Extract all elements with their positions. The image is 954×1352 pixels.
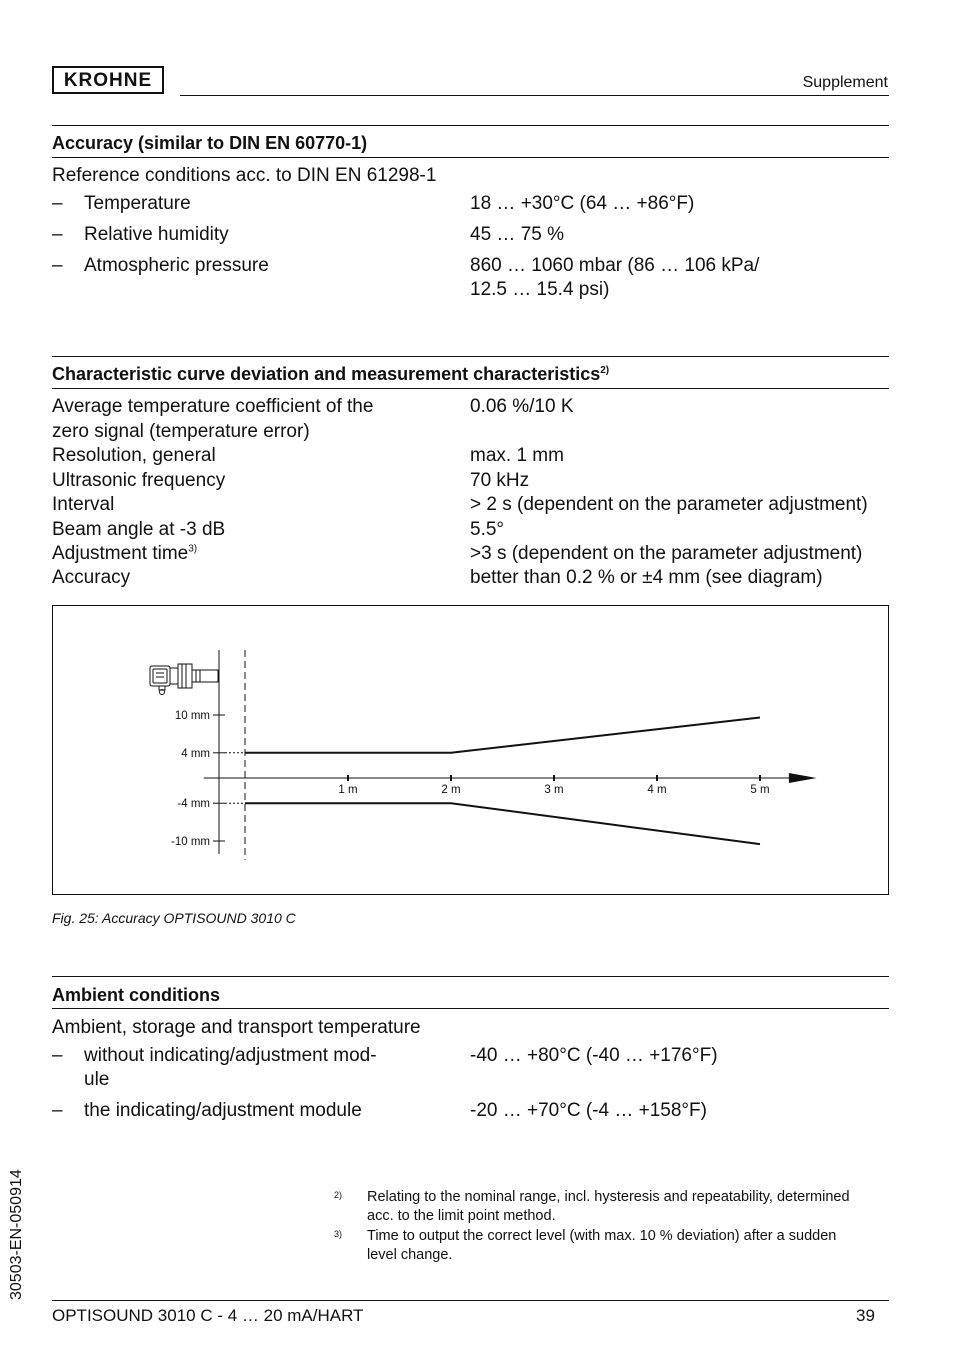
krohne-logo: KROHNE <box>52 66 164 94</box>
ambient-title: Ambient conditions <box>52 985 220 1005</box>
x-tick-label: 2 m <box>441 784 461 796</box>
figure-caption: Fig. 25: Accuracy OPTISOUND 3010 C <box>52 910 296 926</box>
accuracy-limit-line <box>245 803 760 844</box>
section-rule <box>52 388 889 389</box>
with-module-value: -20 … +70°C (-4 … +158°F) <box>470 1100 707 1121</box>
pressure-label: Atmospheric pressure <box>84 255 269 276</box>
section-rule <box>52 1008 889 1009</box>
y-tick-label: -4 mm <box>177 798 210 811</box>
section-rule <box>52 157 889 158</box>
footer-product: OPTISOUND 3010 C - 4 … 20 mA/HART <box>52 1306 364 1325</box>
temp-coefficient-label: Average temperature coefficient of the <box>52 396 374 417</box>
accuracy-chart <box>53 606 888 894</box>
accuracy-value: better than 0.2 % or ±4 mm (see diagram) <box>470 567 823 588</box>
without-module-value: -40 … +80°C (-40 … +176°F) <box>470 1045 718 1066</box>
pressure-value-2: 12.5 … 15.4 psi) <box>470 279 610 300</box>
temp-coefficient-label-2: zero signal (temperature error) <box>52 421 310 442</box>
with-module-label: the indicating/adjustment module <box>84 1100 362 1121</box>
dash: – <box>52 1100 63 1121</box>
document-id: 30503-EN-050914 <box>8 1169 25 1300</box>
characteristics-title-text: Characteristic curve deviation and measurement characteristics <box>52 364 601 384</box>
section-rule <box>52 356 889 357</box>
header-section: Supplement <box>802 74 888 91</box>
beam-angle-value: 5.5° <box>470 519 505 540</box>
footnote-text: Relating to the nominal range, incl. hysteresis and repeatability, determined <box>367 1189 850 1205</box>
humidity-value: 45 … 75 % <box>470 224 564 245</box>
y-tick-label: 10 mm <box>174 710 210 722</box>
interval-label: Interval <box>52 494 115 515</box>
resolution-label: Resolution, general <box>52 445 216 466</box>
x-tick-label: 5 m <box>750 784 770 796</box>
chart-ticks <box>171 710 770 848</box>
dash: – <box>52 193 63 214</box>
dash: – <box>52 1045 63 1066</box>
footnote-number: 3) <box>334 1229 343 1239</box>
characteristics-title <box>52 364 609 385</box>
footnote-ref: 2) <box>600 365 610 376</box>
section-rule <box>52 976 889 977</box>
accuracy-limit-line <box>245 718 760 753</box>
chart-series <box>245 718 760 845</box>
frequency-label: Ultrasonic frequency <box>52 470 226 491</box>
temperature-value: 18 … +30°C (64 … +86°F) <box>470 193 695 214</box>
resolution-value: max. 1 mm <box>470 445 564 466</box>
footnote-ref: 3) <box>188 543 198 555</box>
dash: – <box>52 255 63 276</box>
frequency-value: 70 kHz <box>470 470 530 491</box>
humidity-label: Relative humidity <box>84 224 229 245</box>
beam-angle-label: Beam angle at -3 dB <box>52 519 226 540</box>
x-tick-label: 4 m <box>647 784 667 796</box>
accuracy-label: Accuracy <box>52 567 131 588</box>
dash: – <box>52 224 63 245</box>
y-tick-label: 4 mm <box>181 747 210 760</box>
adjustment-time-text: Adjustment time <box>52 543 189 564</box>
section-rule <box>52 125 889 126</box>
temperature-label: Temperature <box>84 193 191 214</box>
accuracy-title: Accuracy (similar to DIN EN 60770-1) <box>52 133 368 153</box>
sensor-device-icon <box>150 664 218 695</box>
footnote-text: acc. to the limit point method. <box>367 1208 556 1224</box>
pressure-value: 860 … 1060 mbar (86 … 106 kPa/ <box>470 255 760 276</box>
ambient-intro: Ambient, storage and transport temperature <box>52 1017 421 1038</box>
header-rule <box>180 95 889 96</box>
page-number: 39 <box>856 1306 875 1325</box>
x-axis-arrow <box>789 773 817 783</box>
without-module-label: without indicating/adjustment mod- <box>84 1045 377 1066</box>
footer-rule <box>52 1300 889 1301</box>
interval-value: > 2 s (dependent on the parameter adjustment) <box>470 494 868 515</box>
footnote-text: level change. <box>367 1247 453 1263</box>
x-tick-label: 3 m <box>544 784 564 796</box>
adjustment-time-value: >3 s (dependent on the parameter adjustment) <box>470 543 863 564</box>
footnote-text: Time to output the correct level (with max. 10 % deviation) after a sudden <box>367 1228 837 1244</box>
accuracy-figure <box>52 605 889 895</box>
y-tick-label: -10 mm <box>171 836 210 848</box>
footnote-number: 2) <box>334 1190 343 1200</box>
without-module-label-2: ule <box>84 1069 110 1090</box>
chart-axes <box>204 650 817 860</box>
reference-conditions: Reference conditions acc. to DIN EN 61298-1 <box>52 165 437 186</box>
x-tick-label: 1 m <box>338 784 358 796</box>
adjustment-time-label <box>52 542 197 566</box>
temp-coefficient-value: 0.06 %/10 K <box>470 396 574 417</box>
